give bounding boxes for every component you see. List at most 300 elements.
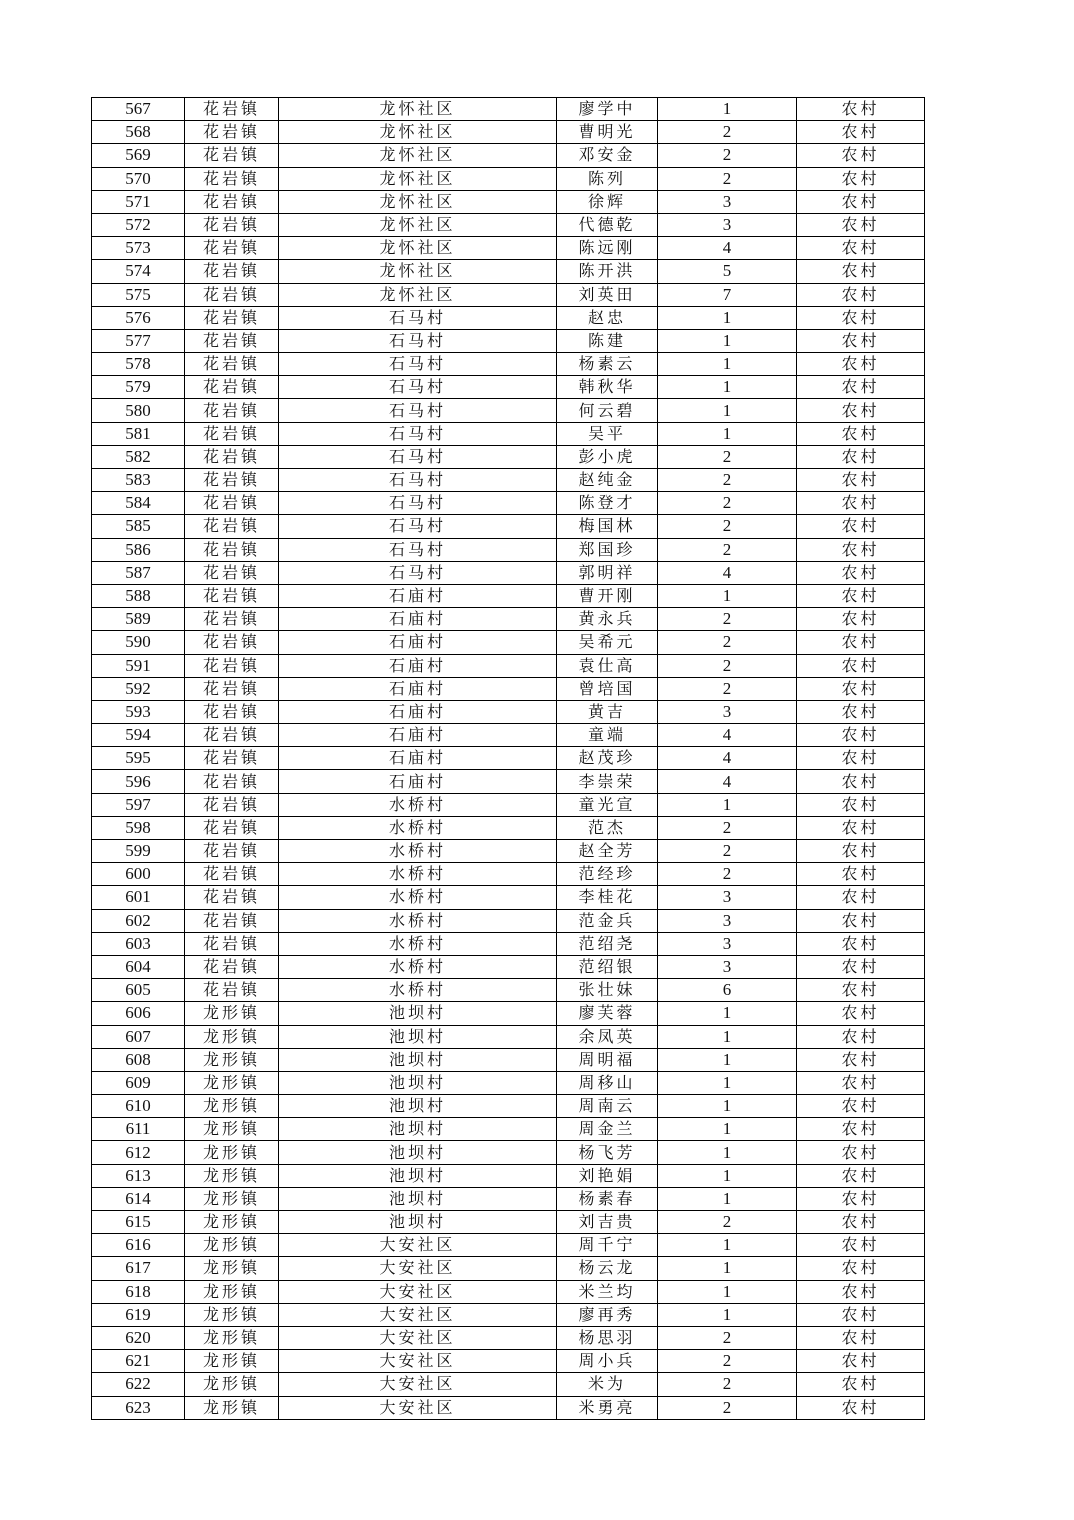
area-type-cell: 农村: [797, 283, 925, 306]
town-cell: 花岩镇: [185, 445, 279, 468]
village-cell: 水桥村: [279, 816, 557, 839]
area-type-cell: 农村: [797, 840, 925, 863]
village-cell: 龙怀社区: [279, 213, 557, 236]
household-size-cell: 1: [658, 329, 797, 352]
name-cell: 郑国珍: [557, 538, 658, 561]
name-cell: 李桂花: [557, 886, 658, 909]
serial-number-cell: 575: [92, 283, 185, 306]
serial-number-cell: 583: [92, 469, 185, 492]
table-row: [92, 561, 925, 584]
serial-number-cell: 578: [92, 353, 185, 376]
village-cell: 水桥村: [279, 979, 557, 1002]
village-cell: 水桥村: [279, 932, 557, 955]
village-cell: 石马村: [279, 445, 557, 468]
table-row: [92, 1187, 925, 1210]
household-size-cell: 2: [658, 816, 797, 839]
village-cell: 大安社区: [279, 1257, 557, 1280]
town-cell: 花岩镇: [185, 353, 279, 376]
name-cell: 童端: [557, 724, 658, 747]
household-size-cell: 3: [658, 909, 797, 932]
town-cell: 龙形镇: [185, 1071, 279, 1094]
serial-number-cell: 587: [92, 561, 185, 584]
table-row: [92, 1396, 925, 1419]
household-size-cell: 2: [658, 840, 797, 863]
table-row: [92, 492, 925, 515]
table-row: [92, 840, 925, 863]
table-row: [92, 237, 925, 260]
serial-number-cell: 567: [92, 98, 185, 121]
village-cell: 龙怀社区: [279, 190, 557, 213]
area-type-cell: 农村: [797, 515, 925, 538]
village-cell: 石马村: [279, 469, 557, 492]
household-size-cell: 1: [658, 1280, 797, 1303]
table-row: [92, 283, 925, 306]
serial-number-cell: 601: [92, 886, 185, 909]
table-row: [92, 747, 925, 770]
household-size-cell: 2: [658, 515, 797, 538]
household-size-cell: 1: [658, 1164, 797, 1187]
village-cell: 石庙村: [279, 724, 557, 747]
name-cell: 彭小虎: [557, 445, 658, 468]
serial-number-cell: 623: [92, 1396, 185, 1419]
household-size-cell: 3: [658, 955, 797, 978]
village-cell: 大安社区: [279, 1303, 557, 1326]
household-size-cell: 1: [658, 793, 797, 816]
area-type-cell: 农村: [797, 1071, 925, 1094]
name-cell: 米为: [557, 1373, 658, 1396]
village-cell: 石马村: [279, 353, 557, 376]
town-cell: 龙形镇: [185, 1141, 279, 1164]
serial-number-cell: 572: [92, 213, 185, 236]
household-size-cell: 2: [658, 608, 797, 631]
table-row: [92, 98, 925, 121]
serial-number-cell: 615: [92, 1211, 185, 1234]
area-type-cell: 农村: [797, 1164, 925, 1187]
village-cell: 池坝村: [279, 1118, 557, 1141]
name-cell: 陈建: [557, 329, 658, 352]
household-size-cell: 2: [658, 631, 797, 654]
serial-number-cell: 605: [92, 979, 185, 1002]
area-type-cell: 农村: [797, 260, 925, 283]
name-cell: 李崇荣: [557, 770, 658, 793]
serial-number-cell: 594: [92, 724, 185, 747]
serial-number-cell: 618: [92, 1280, 185, 1303]
name-cell: 陈登才: [557, 492, 658, 515]
serial-number-cell: 595: [92, 747, 185, 770]
area-type-cell: 农村: [797, 1095, 925, 1118]
table-row: [92, 399, 925, 422]
area-type-cell: 农村: [797, 909, 925, 932]
village-cell: 大安社区: [279, 1396, 557, 1419]
town-cell: 花岩镇: [185, 816, 279, 839]
serial-number-cell: 568: [92, 121, 185, 144]
village-cell: 石庙村: [279, 584, 557, 607]
area-type-cell: 农村: [797, 793, 925, 816]
village-cell: 石庙村: [279, 608, 557, 631]
household-size-cell: 3: [658, 700, 797, 723]
household-size-cell: 2: [658, 167, 797, 190]
name-cell: 赵茂珍: [557, 747, 658, 770]
serial-number-cell: 621: [92, 1350, 185, 1373]
area-type-cell: 农村: [797, 399, 925, 422]
name-cell: 曹开刚: [557, 584, 658, 607]
serial-number-cell: 600: [92, 863, 185, 886]
name-cell: 廖芙蓉: [557, 1002, 658, 1025]
table-row: [92, 121, 925, 144]
name-cell: 陈远刚: [557, 237, 658, 260]
household-size-cell: 2: [658, 1350, 797, 1373]
household-size-cell: 1: [658, 306, 797, 329]
records-table-body: [92, 98, 925, 1420]
name-cell: 杨云龙: [557, 1257, 658, 1280]
area-type-cell: 农村: [797, 376, 925, 399]
village-cell: 大安社区: [279, 1280, 557, 1303]
area-type-cell: 农村: [797, 190, 925, 213]
table-row: [92, 1164, 925, 1187]
town-cell: 花岩镇: [185, 167, 279, 190]
serial-number-cell: 580: [92, 399, 185, 422]
name-cell: 刘英田: [557, 283, 658, 306]
table-row: [92, 329, 925, 352]
village-cell: 石马村: [279, 515, 557, 538]
household-size-cell: 2: [658, 1326, 797, 1349]
town-cell: 花岩镇: [185, 260, 279, 283]
town-cell: 龙形镇: [185, 1280, 279, 1303]
name-cell: 杨思羽: [557, 1326, 658, 1349]
town-cell: 龙形镇: [185, 1164, 279, 1187]
name-cell: 代德乾: [557, 213, 658, 236]
name-cell: 周千宁: [557, 1234, 658, 1257]
town-cell: 花岩镇: [185, 98, 279, 121]
area-type-cell: 农村: [797, 1211, 925, 1234]
village-cell: 石庙村: [279, 677, 557, 700]
serial-number-cell: 589: [92, 608, 185, 631]
table-row: [92, 1234, 925, 1257]
name-cell: 黄永兵: [557, 608, 658, 631]
name-cell: 杨素春: [557, 1187, 658, 1210]
name-cell: 杨素云: [557, 353, 658, 376]
household-size-cell: 3: [658, 190, 797, 213]
village-cell: 石庙村: [279, 631, 557, 654]
serial-number-cell: 603: [92, 932, 185, 955]
table-row: [92, 886, 925, 909]
household-size-cell: 1: [658, 98, 797, 121]
area-type-cell: 农村: [797, 492, 925, 515]
name-cell: 廖再秀: [557, 1303, 658, 1326]
village-cell: 石庙村: [279, 654, 557, 677]
serial-number-cell: 574: [92, 260, 185, 283]
town-cell: 花岩镇: [185, 840, 279, 863]
name-cell: 米兰均: [557, 1280, 658, 1303]
serial-number-cell: 593: [92, 700, 185, 723]
area-type-cell: 农村: [797, 167, 925, 190]
household-size-cell: 2: [658, 469, 797, 492]
name-cell: 范绍银: [557, 955, 658, 978]
household-size-cell: 1: [658, 1303, 797, 1326]
table-row: [92, 353, 925, 376]
household-size-cell: 2: [658, 121, 797, 144]
village-cell: 石马村: [279, 376, 557, 399]
serial-number-cell: 582: [92, 445, 185, 468]
area-type-cell: 农村: [797, 237, 925, 260]
area-type-cell: 农村: [797, 561, 925, 584]
name-cell: 范金兵: [557, 909, 658, 932]
household-size-cell: 2: [658, 1396, 797, 1419]
town-cell: 花岩镇: [185, 190, 279, 213]
area-type-cell: 农村: [797, 306, 925, 329]
table-row: [92, 793, 925, 816]
town-cell: 花岩镇: [185, 399, 279, 422]
town-cell: 花岩镇: [185, 561, 279, 584]
town-cell: 龙形镇: [185, 1257, 279, 1280]
town-cell: 龙形镇: [185, 1025, 279, 1048]
serial-number-cell: 581: [92, 422, 185, 445]
town-cell: 花岩镇: [185, 770, 279, 793]
area-type-cell: 农村: [797, 1350, 925, 1373]
town-cell: 花岩镇: [185, 654, 279, 677]
table-row: [92, 1141, 925, 1164]
area-type-cell: 农村: [797, 1303, 925, 1326]
town-cell: 花岩镇: [185, 422, 279, 445]
serial-number-cell: 579: [92, 376, 185, 399]
serial-number-cell: 569: [92, 144, 185, 167]
village-cell: 石庙村: [279, 700, 557, 723]
table-row: [92, 213, 925, 236]
name-cell: 周移山: [557, 1071, 658, 1094]
area-type-cell: 农村: [797, 654, 925, 677]
household-size-cell: 1: [658, 1141, 797, 1164]
village-cell: 池坝村: [279, 1048, 557, 1071]
household-size-cell: 2: [658, 445, 797, 468]
area-type-cell: 农村: [797, 584, 925, 607]
area-type-cell: 农村: [797, 121, 925, 144]
name-cell: 周南云: [557, 1095, 658, 1118]
town-cell: 花岩镇: [185, 631, 279, 654]
town-cell: 龙形镇: [185, 1118, 279, 1141]
village-cell: 水桥村: [279, 886, 557, 909]
household-size-cell: 1: [658, 1118, 797, 1141]
area-type-cell: 农村: [797, 724, 925, 747]
town-cell: 龙形镇: [185, 1303, 279, 1326]
town-cell: 花岩镇: [185, 584, 279, 607]
area-type-cell: 农村: [797, 469, 925, 492]
table-row: [92, 515, 925, 538]
town-cell: 花岩镇: [185, 793, 279, 816]
name-cell: 范杰: [557, 816, 658, 839]
town-cell: 花岩镇: [185, 237, 279, 260]
area-type-cell: 农村: [797, 1257, 925, 1280]
village-cell: 龙怀社区: [279, 144, 557, 167]
town-cell: 花岩镇: [185, 213, 279, 236]
town-cell: 花岩镇: [185, 677, 279, 700]
table-row: [92, 677, 925, 700]
town-cell: 花岩镇: [185, 909, 279, 932]
town-cell: 龙形镇: [185, 1326, 279, 1349]
household-size-cell: 3: [658, 213, 797, 236]
household-size-cell: 1: [658, 1048, 797, 1071]
village-cell: 水桥村: [279, 909, 557, 932]
name-cell: 童光宣: [557, 793, 658, 816]
serial-number-cell: 599: [92, 840, 185, 863]
serial-number-cell: 598: [92, 816, 185, 839]
name-cell: 陈列: [557, 167, 658, 190]
serial-number-cell: 620: [92, 1326, 185, 1349]
area-type-cell: 农村: [797, 1141, 925, 1164]
table-row: [92, 909, 925, 932]
village-cell: 池坝村: [279, 1002, 557, 1025]
table-row: [92, 167, 925, 190]
area-type-cell: 农村: [797, 1326, 925, 1349]
name-cell: 杨飞芳: [557, 1141, 658, 1164]
serial-number-cell: 585: [92, 515, 185, 538]
village-cell: 池坝村: [279, 1095, 557, 1118]
town-cell: 龙形镇: [185, 1373, 279, 1396]
serial-number-cell: 610: [92, 1095, 185, 1118]
household-size-cell: 2: [658, 144, 797, 167]
serial-number-cell: 570: [92, 167, 185, 190]
table-row: [92, 1350, 925, 1373]
name-cell: 曾培国: [557, 677, 658, 700]
village-cell: 池坝村: [279, 1164, 557, 1187]
area-type-cell: 农村: [797, 1234, 925, 1257]
village-cell: 水桥村: [279, 955, 557, 978]
table-row: [92, 144, 925, 167]
name-cell: 廖学中: [557, 98, 658, 121]
table-row: [92, 1071, 925, 1094]
household-size-cell: 1: [658, 584, 797, 607]
table-row: [92, 584, 925, 607]
name-cell: 陈开洪: [557, 260, 658, 283]
household-size-cell: 2: [658, 538, 797, 561]
name-cell: 郭明祥: [557, 561, 658, 584]
area-type-cell: 农村: [797, 747, 925, 770]
village-cell: 龙怀社区: [279, 121, 557, 144]
village-cell: 石马村: [279, 538, 557, 561]
village-cell: 龙怀社区: [279, 283, 557, 306]
town-cell: 龙形镇: [185, 1095, 279, 1118]
area-type-cell: 农村: [797, 422, 925, 445]
area-type-cell: 农村: [797, 955, 925, 978]
town-cell: 花岩镇: [185, 283, 279, 306]
area-type-cell: 农村: [797, 1396, 925, 1419]
serial-number-cell: 611: [92, 1118, 185, 1141]
name-cell: 何云碧: [557, 399, 658, 422]
serial-number-cell: 622: [92, 1373, 185, 1396]
area-type-cell: 农村: [797, 98, 925, 121]
town-cell: 花岩镇: [185, 932, 279, 955]
village-cell: 石马村: [279, 306, 557, 329]
household-size-cell: 2: [658, 863, 797, 886]
town-cell: 花岩镇: [185, 121, 279, 144]
serial-number-cell: 616: [92, 1234, 185, 1257]
name-cell: 范绍尧: [557, 932, 658, 955]
serial-number-cell: 613: [92, 1164, 185, 1187]
village-cell: 石庙村: [279, 747, 557, 770]
household-size-cell: 2: [658, 1373, 797, 1396]
table-row: [92, 1095, 925, 1118]
town-cell: 龙形镇: [185, 1002, 279, 1025]
household-size-cell: 4: [658, 747, 797, 770]
household-size-cell: 2: [658, 1211, 797, 1234]
village-cell: 石马村: [279, 561, 557, 584]
table-row: [92, 770, 925, 793]
household-size-cell: 4: [658, 561, 797, 584]
household-size-cell: 1: [658, 1234, 797, 1257]
name-cell: 周明福: [557, 1048, 658, 1071]
serial-number-cell: 588: [92, 584, 185, 607]
household-size-cell: 4: [658, 770, 797, 793]
town-cell: 花岩镇: [185, 608, 279, 631]
name-cell: 黄吉: [557, 700, 658, 723]
table-row: [92, 1303, 925, 1326]
table-row: [92, 445, 925, 468]
village-cell: 石马村: [279, 422, 557, 445]
area-type-cell: 农村: [797, 1002, 925, 1025]
household-size-cell: 2: [658, 654, 797, 677]
name-cell: 米勇亮: [557, 1396, 658, 1419]
household-size-cell: 1: [658, 1187, 797, 1210]
town-cell: 花岩镇: [185, 700, 279, 723]
name-cell: 梅国林: [557, 515, 658, 538]
village-cell: 龙怀社区: [279, 260, 557, 283]
village-cell: 池坝村: [279, 1071, 557, 1094]
village-cell: 龙怀社区: [279, 237, 557, 260]
village-cell: 池坝村: [279, 1141, 557, 1164]
town-cell: 花岩镇: [185, 376, 279, 399]
serial-number-cell: 619: [92, 1303, 185, 1326]
household-size-cell: 1: [658, 353, 797, 376]
name-cell: 余凤英: [557, 1025, 658, 1048]
serial-number-cell: 612: [92, 1141, 185, 1164]
household-size-cell: 1: [658, 376, 797, 399]
household-size-cell: 1: [658, 1257, 797, 1280]
name-cell: 刘艳娟: [557, 1164, 658, 1187]
area-type-cell: 农村: [797, 213, 925, 236]
town-cell: 花岩镇: [185, 329, 279, 352]
area-type-cell: 农村: [797, 886, 925, 909]
name-cell: 袁仕高: [557, 654, 658, 677]
table-row: [92, 1257, 925, 1280]
table-row: [92, 1211, 925, 1234]
town-cell: 花岩镇: [185, 724, 279, 747]
serial-number-cell: 604: [92, 955, 185, 978]
serial-number-cell: 590: [92, 631, 185, 654]
household-size-cell: 1: [658, 399, 797, 422]
serial-number-cell: 606: [92, 1002, 185, 1025]
household-size-cell: 3: [658, 886, 797, 909]
serial-number-cell: 591: [92, 654, 185, 677]
village-cell: 石马村: [279, 399, 557, 422]
name-cell: 赵忠: [557, 306, 658, 329]
serial-number-cell: 576: [92, 306, 185, 329]
area-type-cell: 农村: [797, 1187, 925, 1210]
town-cell: 花岩镇: [185, 144, 279, 167]
table-row: [92, 724, 925, 747]
table-row: [92, 422, 925, 445]
town-cell: 花岩镇: [185, 492, 279, 515]
area-type-cell: 农村: [797, 770, 925, 793]
village-cell: 大安社区: [279, 1373, 557, 1396]
village-cell: 石庙村: [279, 770, 557, 793]
household-size-cell: 3: [658, 932, 797, 955]
village-cell: 水桥村: [279, 793, 557, 816]
village-cell: 水桥村: [279, 863, 557, 886]
town-cell: 花岩镇: [185, 515, 279, 538]
town-cell: 花岩镇: [185, 979, 279, 1002]
household-size-cell: 1: [658, 422, 797, 445]
town-cell: 龙形镇: [185, 1396, 279, 1419]
records-table: [91, 97, 925, 1420]
